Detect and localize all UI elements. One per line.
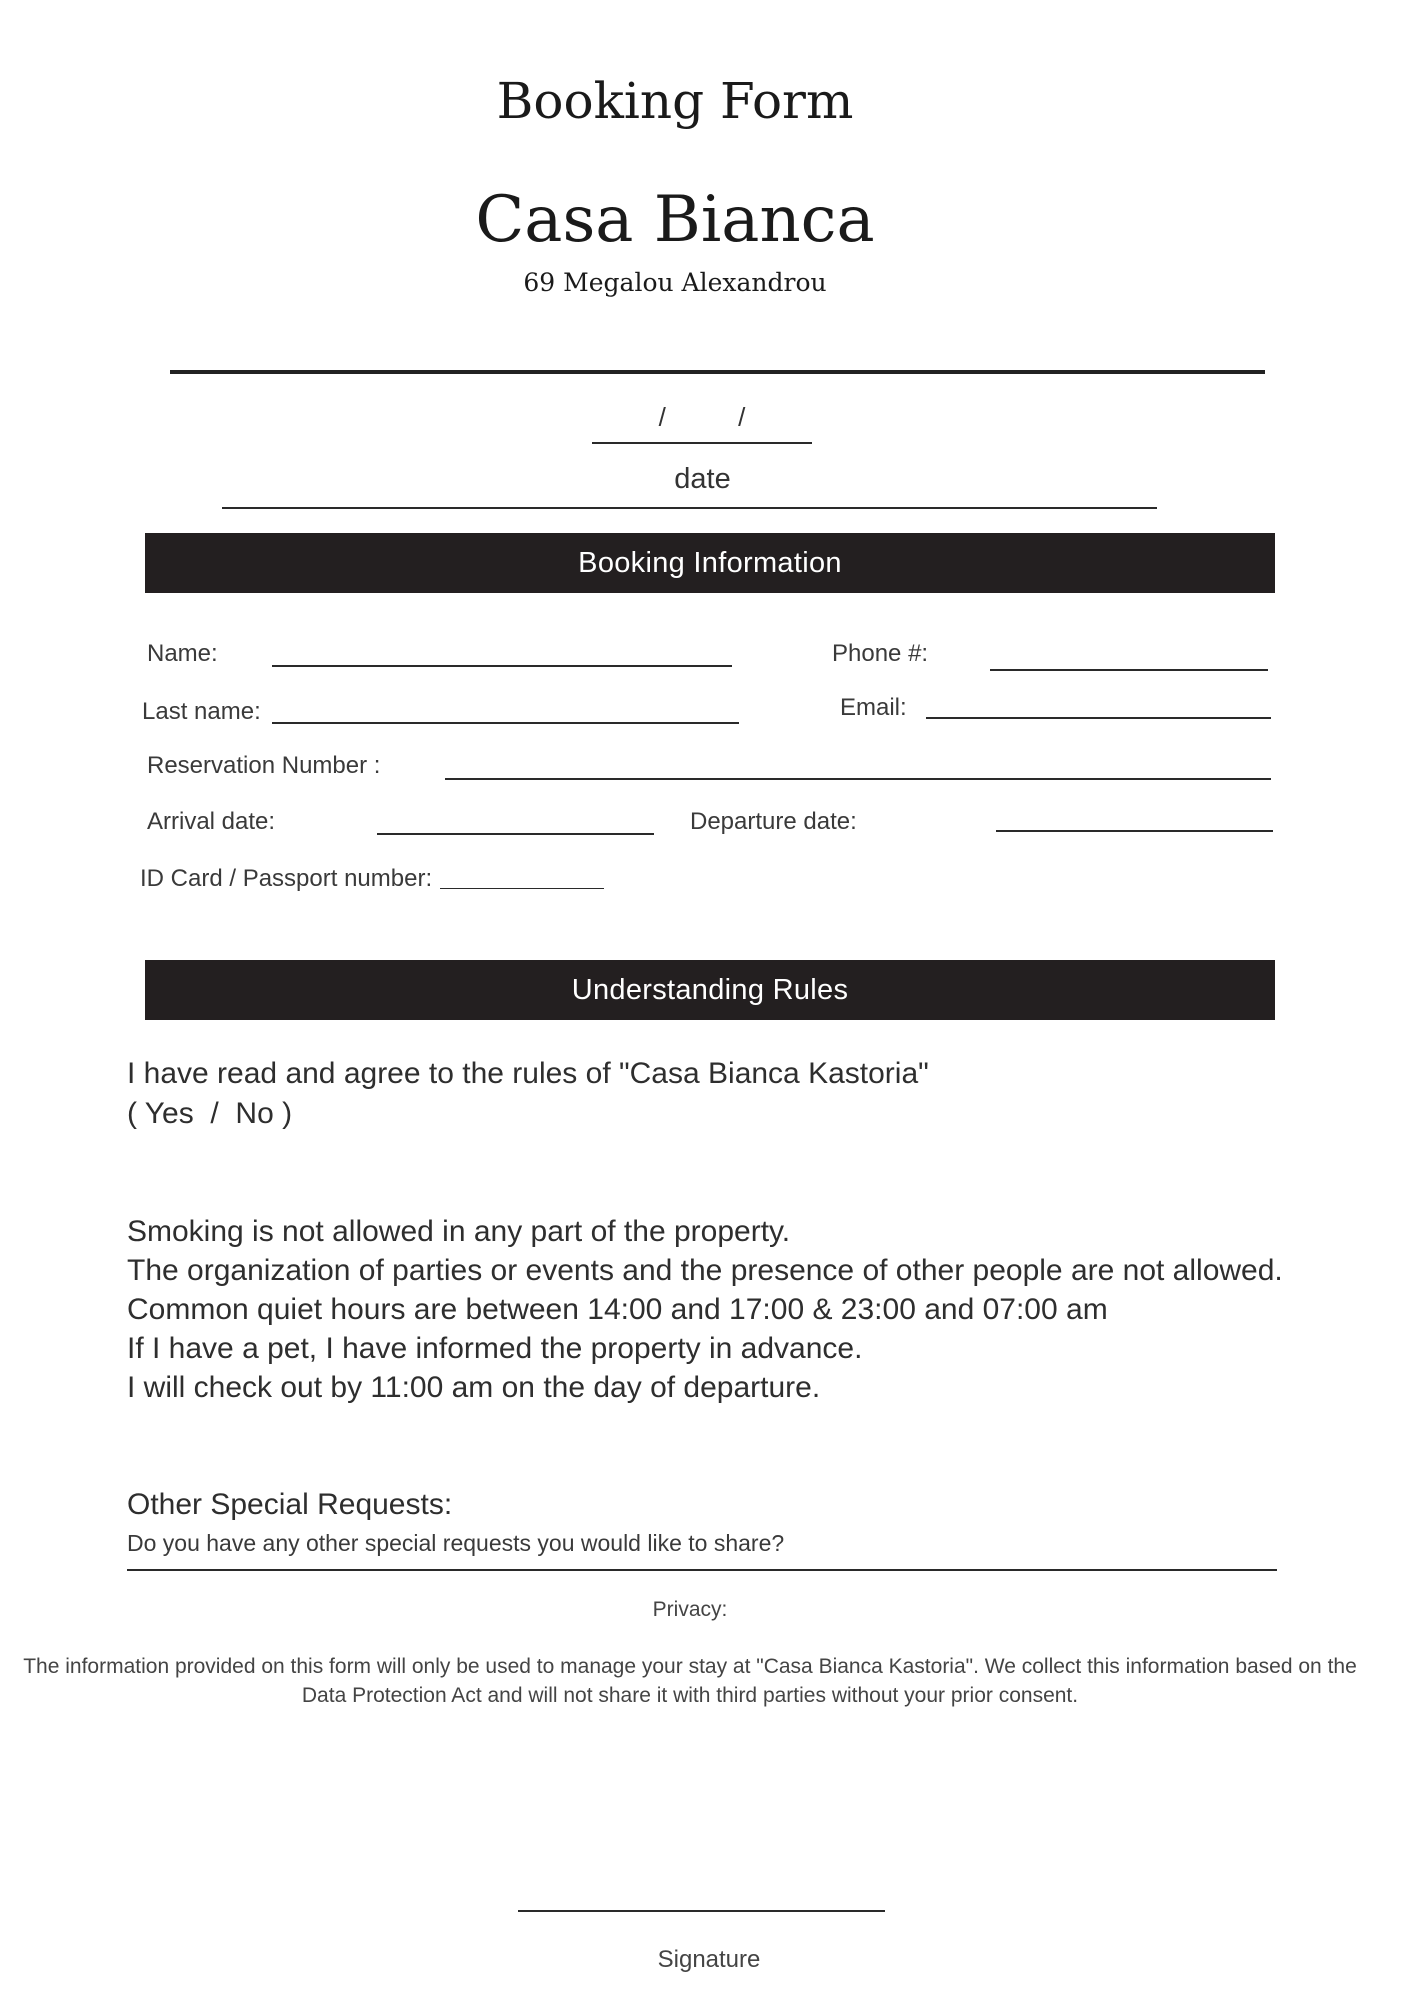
signature-label: Signature	[657, 1946, 761, 1973]
arrival-date-label: Arrival date:	[147, 808, 276, 835]
date-label: date	[674, 463, 731, 495]
special-requests-field[interactable]	[127, 1569, 1277, 1571]
property-address: 69 Megalou Alexandrou	[523, 268, 827, 297]
last-name-field[interactable]	[272, 722, 739, 724]
id-passport-label: ID Card / Passport number:	[140, 865, 433, 892]
date-divider	[222, 507, 1157, 509]
privacy-text-line-2: Data Protection Act and will not share it with third parties without your prior consent.	[301, 1684, 1079, 1707]
rule-item: The organization of parties or events and the presence of other people are not allowed.	[127, 1254, 1283, 1287]
phone-field[interactable]	[990, 669, 1268, 671]
special-requests-heading: Other Special Requests:	[127, 1488, 453, 1521]
rule-item: I will check out by 11:00 am on the day of departure.	[127, 1371, 821, 1404]
privacy-heading: Privacy:	[652, 1598, 728, 1621]
rule-item: If I have a pet, I have informed the property in advance.	[127, 1332, 863, 1365]
reservation-number-label: Reservation Number :	[147, 752, 381, 779]
form-title: Booking Form	[496, 72, 854, 130]
booking-information-header: Booking Information	[145, 533, 1275, 593]
signature-line[interactable]	[518, 1910, 885, 1912]
rule-item: Common quiet hours are between 14:00 and 17:00 & 23:00 and 07:00 am	[127, 1293, 1108, 1326]
reservation-number-field[interactable]	[445, 778, 1271, 780]
name-field[interactable]	[272, 665, 732, 667]
yes-no-choice[interactable]: ( Yes / No )	[127, 1097, 293, 1130]
arrival-date-field[interactable]	[377, 833, 654, 835]
property-name: Casa Bianca	[475, 183, 875, 257]
phone-label: Phone #:	[832, 640, 929, 667]
date-separators: / /	[658, 402, 746, 432]
id-passport-field[interactable]	[440, 888, 604, 889]
last-name-label: Last name:	[142, 698, 261, 725]
header-divider	[170, 370, 1265, 374]
understanding-rules-header: Understanding Rules	[145, 960, 1275, 1020]
email-label: Email:	[840, 694, 907, 721]
special-requests-prompt: Do you have any other special requests you would like to share?	[127, 1530, 785, 1556]
rules-agreement-text: I have read and agree to the rules of "Casa Bianca Kastoria"	[127, 1057, 929, 1090]
departure-date-label: Departure date:	[690, 808, 857, 835]
email-field[interactable]	[926, 717, 1271, 719]
departure-date-field[interactable]	[996, 830, 1273, 832]
privacy-text-line-1: The information provided on this form will only be used to manage your stay at "Casa Bianca Kastoria". We collect this information based on the	[23, 1655, 1357, 1678]
date-input-line[interactable]	[592, 442, 812, 444]
name-label: Name:	[147, 640, 218, 667]
rule-item: Smoking is not allowed in any part of the property.	[127, 1215, 791, 1248]
